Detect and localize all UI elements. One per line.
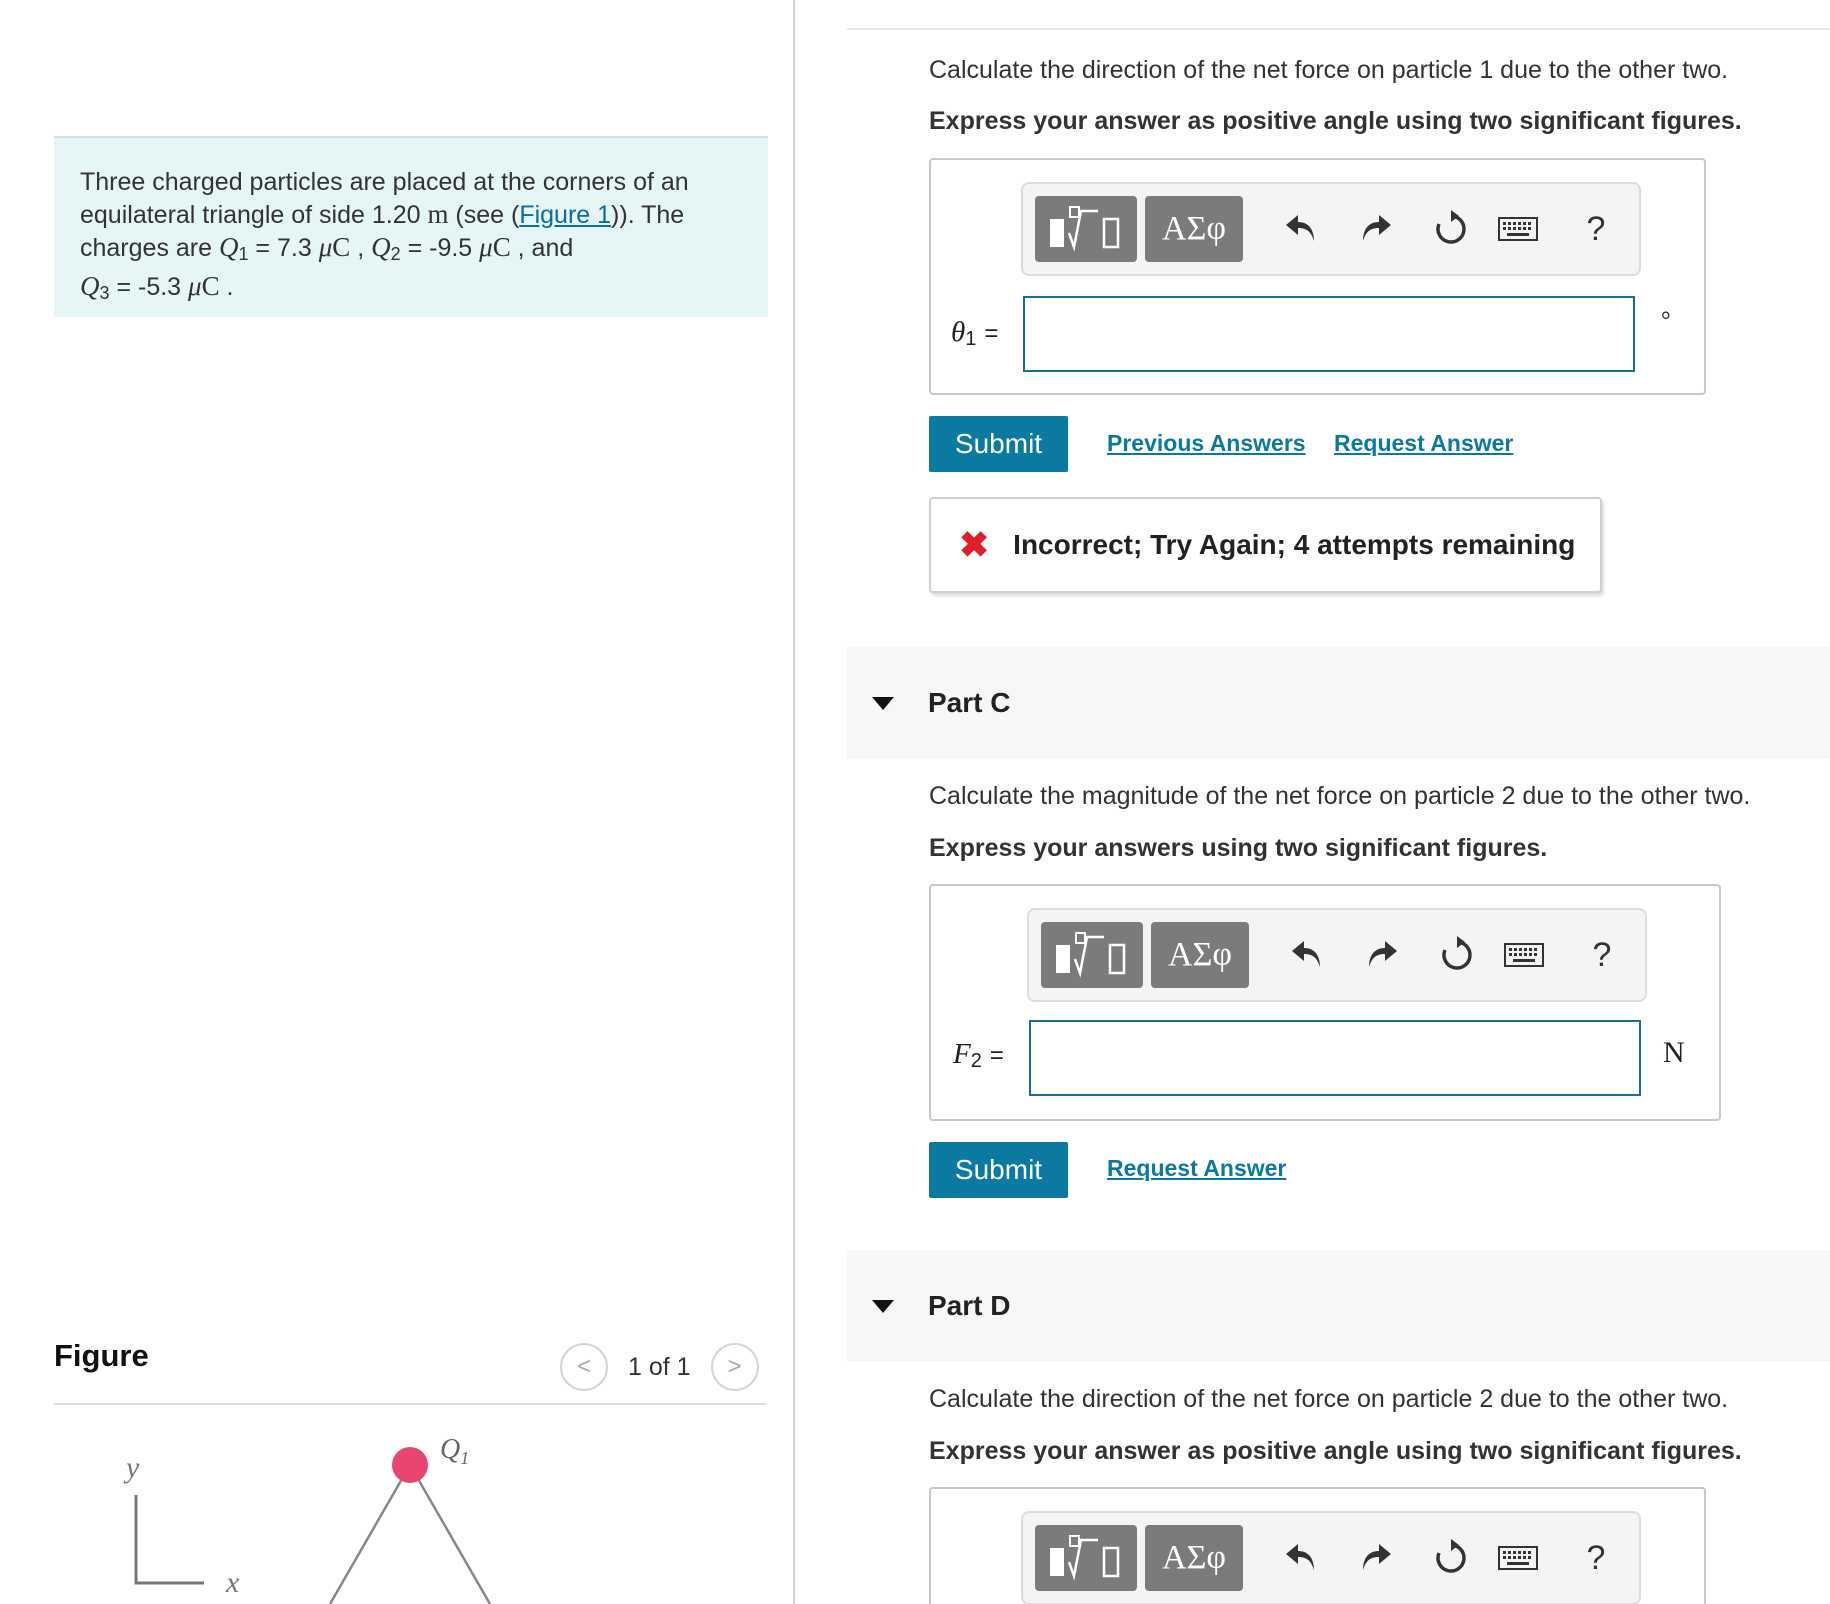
partC-title: Part C [928,687,1011,718]
templates-icon [1044,1532,1128,1584]
triangle-side-left [330,1465,410,1604]
greek-button[interactable]: ΑΣφ [1145,196,1243,262]
help-button[interactable]: ? [1586,209,1606,248]
error-x-icon: ✖ [959,524,990,565]
chevron-left-icon: < [576,1353,591,1380]
theta1-label: $\theta_1$ = [951,316,999,350]
partC-instruction: Express your answers using two significant figures. [929,834,1548,862]
partB-feedback [929,497,1602,593]
next-figure-button[interactable] [711,1343,759,1391]
partD-title: Part D [928,1290,1011,1321]
left-panel [0,0,793,1604]
caret-down-icon [872,1300,894,1313]
partB-submit-button[interactable]: Submit [929,416,1068,472]
partB-answer-box [929,158,1706,395]
reset-icon [1438,936,1476,974]
partC-request-answer-link[interactable]: Request Answer [1107,1155,1287,1181]
undo-icon [1284,1542,1318,1574]
redo-icon [1359,1542,1393,1574]
keyboard-icon [1498,217,1538,241]
caret-down-icon [872,697,894,710]
keyboard-icon [1504,943,1544,967]
redo-button[interactable] [1353,206,1399,252]
partB-request-answer-link[interactable]: Request Answer [1334,430,1514,456]
greek-button[interactable]: ΑΣφ [1151,922,1249,988]
keyboard-button[interactable] [1493,206,1543,252]
redo-icon [1365,939,1399,971]
triangle-figure [54,1420,754,1604]
reset-icon [1432,1539,1470,1577]
reset-button[interactable] [1428,1535,1474,1581]
redo-button[interactable] [1353,1535,1399,1581]
undo-button[interactable] [1278,1535,1324,1581]
y-axis-label: y [126,1451,140,1484]
prev-figure-button[interactable] [560,1343,608,1391]
templates-button[interactable] [1035,196,1137,262]
f2-input[interactable] [1029,1020,1641,1096]
partB-question: Calculate the direction of the net force on particle 1 due to the other two. [929,56,1729,84]
top-divider [847,28,1830,30]
undo-icon [1290,939,1324,971]
partC-answer-box [929,884,1721,1121]
keyboard-icon [1498,1546,1538,1570]
previous-answers-link[interactable]: Previous Answers [1107,430,1306,456]
q1-label: $Q_1$ [440,1434,470,1468]
partD-math-toolbar [1021,1511,1641,1604]
templates-icon [1044,203,1128,255]
undo-button[interactable] [1278,206,1324,252]
partC-header[interactable] [847,647,1830,759]
axes [136,1495,204,1583]
degree-unit: ° [1661,308,1671,334]
partC-math-toolbar [1027,908,1647,1002]
partB-math-toolbar [1021,182,1641,276]
partC-submit-button[interactable]: Submit [929,1142,1068,1198]
keyboard-button[interactable] [1493,1535,1543,1581]
feedback-text: Incorrect; Try Again; 4 attempts remaining [1013,529,1576,560]
chevron-right-icon: > [727,1353,742,1380]
redo-button[interactable] [1359,932,1405,978]
help-button[interactable]: ? [1586,1538,1606,1577]
undo-button[interactable] [1284,932,1330,978]
charge-q1 [392,1447,428,1483]
f2-label: $F_2$ = [953,1038,1004,1072]
triangle-side-right [410,1465,490,1604]
partB-instruction: Express your answer as positive angle using two significant figures. [929,107,1742,135]
x-axis-label: x [226,1566,240,1599]
keyboard-button[interactable] [1499,932,1549,978]
figure-title: Figure [54,1338,149,1373]
reset-icon [1432,210,1470,248]
theta1-input[interactable] [1023,296,1635,372]
right-panel [795,0,1830,1604]
figure-pager [560,1343,759,1391]
figure-link[interactable]: Figure 1 [519,201,612,229]
partD-header[interactable] [847,1250,1830,1362]
reset-button[interactable] [1428,206,1474,252]
problem-statement: Three charged particles are placed at the corners of an equilateral triangle of side 1.20 m (see (Figure 1)). The charges are $Q_1 = 7.3$ μC , $Q_2 = -9.5$ μC , and $Q_3 = -5.3$ μC . [54,136,768,317]
greek-button[interactable]: ΑΣφ [1145,1525,1243,1591]
undo-icon [1284,213,1318,245]
partD-answer-box [929,1487,1706,1604]
templates-icon [1050,929,1134,981]
partD-instruction: Express your answer as positive angle using two significant figures. [929,1437,1742,1465]
templates-button[interactable] [1035,1525,1137,1591]
help-button[interactable]: ? [1592,935,1612,974]
pager-text: 1 of 1 [628,1352,691,1381]
newton-unit: N [1663,1036,1685,1069]
figure-divider [54,1403,766,1405]
problem-text: Three charged particles are placed at the corners of an equilateral triangle of side 1.20 [80,168,689,229]
partD-question: Calculate the direction of the net force on particle 2 due to the other two. [929,1385,1729,1413]
redo-icon [1359,213,1393,245]
reset-button[interactable] [1434,932,1480,978]
templates-button[interactable] [1041,922,1143,988]
partC-question: Calculate the magnitude of the net force on particle 2 due to the other two. [929,782,1751,810]
